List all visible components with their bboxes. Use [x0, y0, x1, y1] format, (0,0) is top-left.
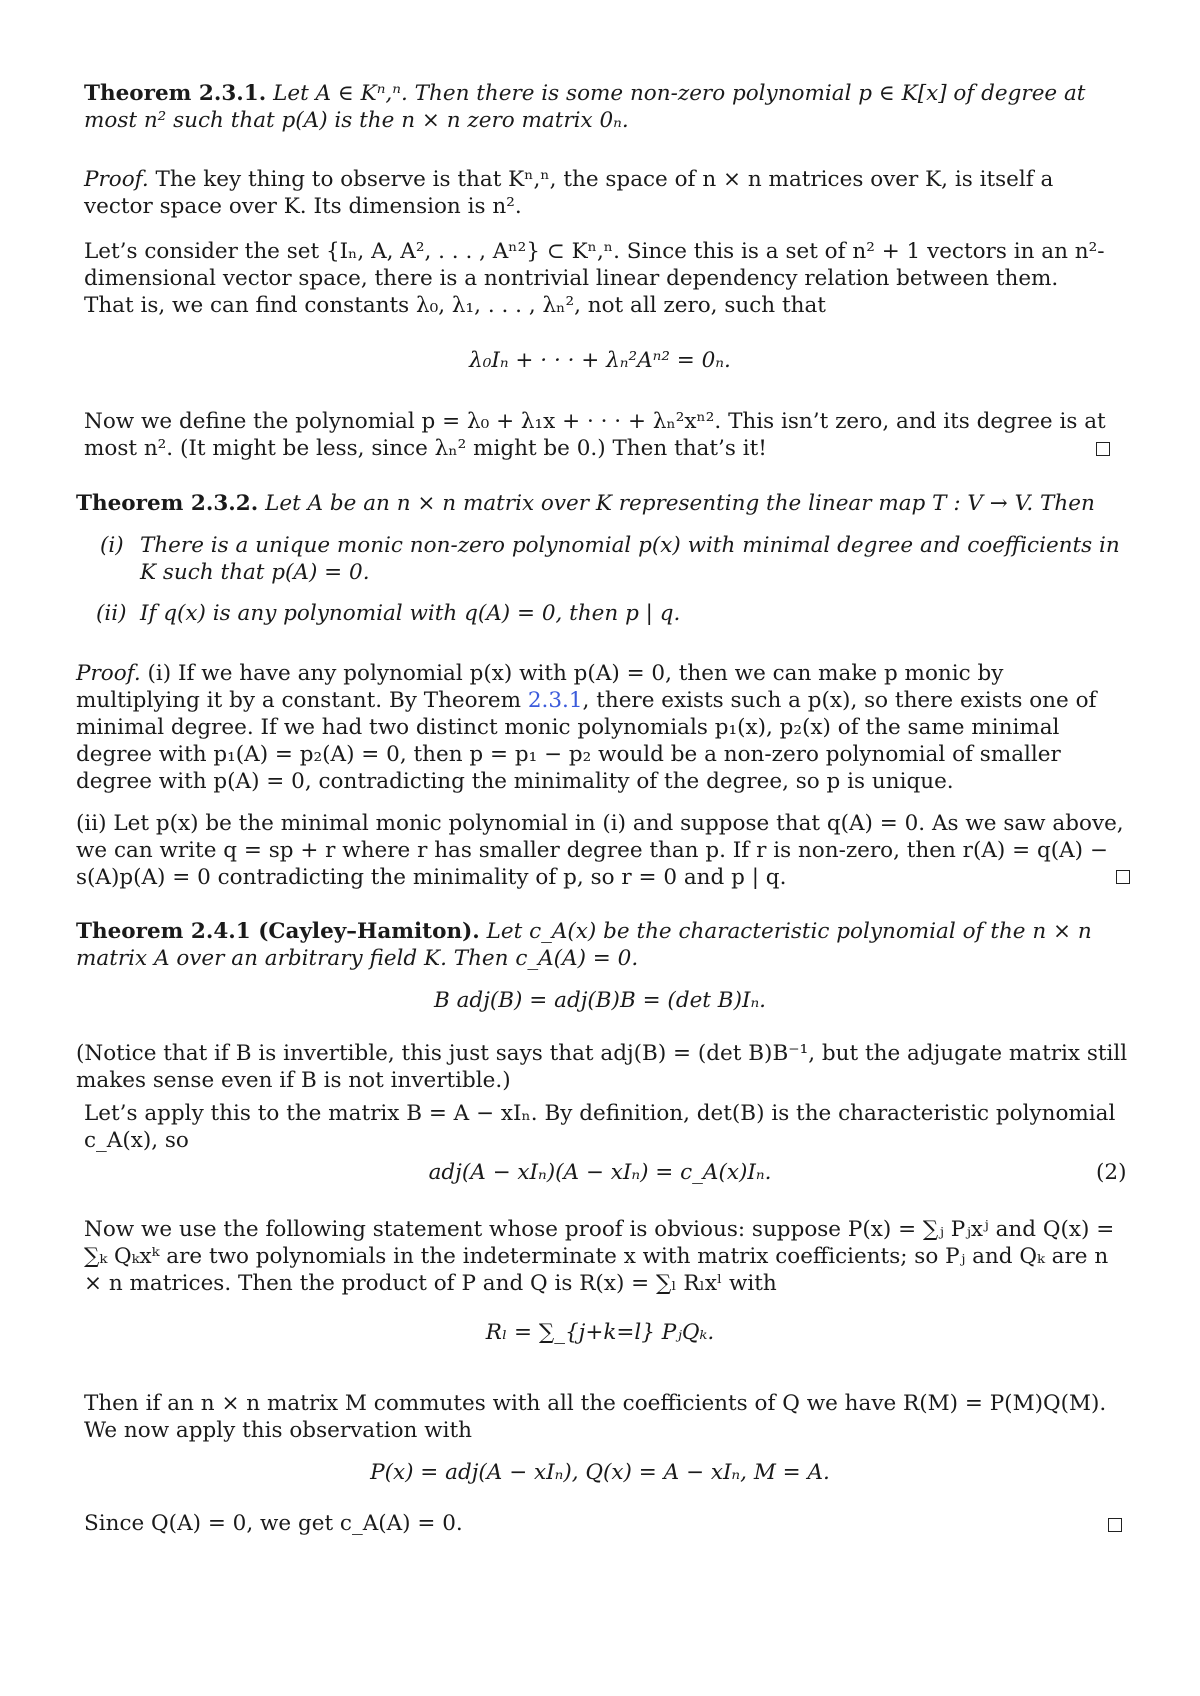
proof-paragraph	[76, 1040, 1130, 1094]
theorem-reference-link[interactable]: 2.3.1	[527, 688, 583, 713]
proof-paragraph	[84, 1216, 1130, 1297]
proof-paragraph	[84, 408, 1114, 462]
proof-text: Now we define the polynomial p = λ₀ + λ₁x + · · · + λₙ²xⁿ². This isn’t zero, and its degree is at most n². (It might be less, since λₙ² might be 0.) Then that’s it!	[84, 409, 1106, 461]
theorem-heading: Theorem 2.3.1.	[84, 81, 267, 106]
equation-number: (2)	[1096, 1160, 1127, 1185]
theorem-2-4-1	[76, 918, 1130, 972]
theorem-statement: Let A be an n × n matrix over K representing the linear map T : V → V. Then	[265, 491, 1095, 516]
proof-paragraph	[84, 238, 1114, 319]
proof-text: Let’s consider the set {Iₙ, A, A², . . . , Aⁿ²} ⊂ Kⁿ,ⁿ. Since this is a set of n² + 1 vectors in an n²-dimensional vector space, there is a nontrivial linear dependency relation between them. That is, we can find constants λ₀, λ₁, . . . , λₙ², not all zero, such that	[84, 239, 1105, 318]
proof-text: Then if an n × n matrix M commutes with all the coefficients of Q we have R(M) = P(M)Q(M). We now apply this observation with	[84, 1391, 1107, 1443]
proof-text: (Notice that if B is invertible, this just says that adj(B) = (det B)B⁻¹, but the adjugate matrix still makes sense even if B is not invertible.)	[76, 1041, 1128, 1093]
proof-paragraph	[76, 810, 1130, 891]
theorem-2-3-1	[84, 80, 1114, 134]
display-equation: Rₗ = ∑_{j+k=l} PⱼQₖ.	[485, 1320, 715, 1345]
theorem-heading: Theorem 2.4.1 (Cayley–Hamiton).	[76, 919, 480, 944]
proof-text: (i) If we have any polynomial p(x) with p(A) = 0, then we can make p monic by multiplying it by a constant. By Theorem	[76, 661, 1004, 713]
proof-text: Since Q(A) = 0, we get c_A(A) = 0.	[84, 1511, 463, 1536]
proof-heading: Proof.	[84, 167, 149, 192]
theorem-statement: Let c_A(x) be the characteristic polynomial of the n × n matrix A over an arbitrary field K. Then c_A(A) = 0.	[76, 919, 1092, 971]
proof-paragraph	[84, 1100, 1130, 1154]
proof-paragraph	[84, 1510, 1130, 1537]
proof-paragraph	[84, 1390, 1130, 1444]
theorem-heading: Theorem 2.3.2.	[76, 491, 259, 516]
proof-text: , there exists such a p(x), so there exists one of minimal degree. If we had two distinct monic polynomials p₁(x), p₂(x) of the same minimal degree with p₁(A) = p₂(A) = 0, then p = p₁ − p₂ would be a non-zero polynomial of smaller degree with p(A) = 0, contradicting the minimality of the degree, so p is unique.	[76, 688, 1097, 794]
qed-symbol	[1096, 442, 1110, 456]
theorem-item-ii: If q(x) is any polynomial with q(A) = 0, then p | q.	[140, 601, 681, 626]
theorem-2-3-2	[76, 490, 1126, 517]
theorem-item-i: There is a unique monic non-zero polynomial p(x) with minimal degree and coefficients in K such that p(A) = 0.	[140, 533, 1120, 585]
display-equation: λ₀Iₙ + · · · + λₙ²Aⁿ² = 0ₙ.	[469, 348, 731, 373]
display-equation: B adj(B) = adj(B)B = (det B)Iₙ.	[433, 988, 767, 1013]
display-equation: adj(A − xIₙ)(A − xIₙ) = c_A(x)Iₙ.	[428, 1160, 772, 1185]
proof-paragraph	[84, 166, 1114, 220]
proof-text: Let’s apply this to the matrix B = A − xIₙ. By definition, det(B) is the characteristic polynomial c_A(x), so	[84, 1101, 1116, 1153]
qed-symbol	[1108, 1518, 1122, 1532]
proof-paragraph	[76, 660, 1130, 795]
theorem-item-i-label: (i)	[100, 533, 124, 558]
qed-symbol	[1116, 870, 1130, 884]
display-equation: P(x) = adj(A − xIₙ), Q(x) = A − xIₙ, M = A.	[370, 1460, 830, 1485]
theorem-statement: Let A ∈ Kⁿ,ⁿ. Then there is some non-zero polynomial p ∈ K[x] of degree at most n² such that p(A) is the n × n zero matrix 0ₙ.	[84, 81, 1086, 133]
proof-text: The key thing to observe is that Kⁿ,ⁿ, the space of n × n matrices over K, is itself a vector space over K. Its dimension is n².	[84, 167, 1054, 219]
proof-heading: Proof.	[76, 661, 141, 686]
proof-text: (ii) Let p(x) be the minimal monic polynomial in (i) and suppose that q(A) = 0. As we saw above, we can write q = sp + r where r has smaller degree than p. If r is non-zero, then r(A) = q(A) − s(A)p(A) = 0 contradicting the minimality of p, so r = 0 and p | q.	[76, 811, 1124, 890]
proof-text: Now we use the following statement whose proof is obvious: suppose P(x) = ∑ⱼ Pⱼxʲ and Q(x) = ∑ₖ Qₖxᵏ are two polynomials in the indeterminate x with matrix coefficients; so Pⱼ and Qₖ are n × n matrices. Then the product of P and Q is R(x) = ∑ₗ Rₗxˡ with	[84, 1217, 1115, 1296]
theorem-item-ii-label: (ii)	[96, 601, 127, 626]
